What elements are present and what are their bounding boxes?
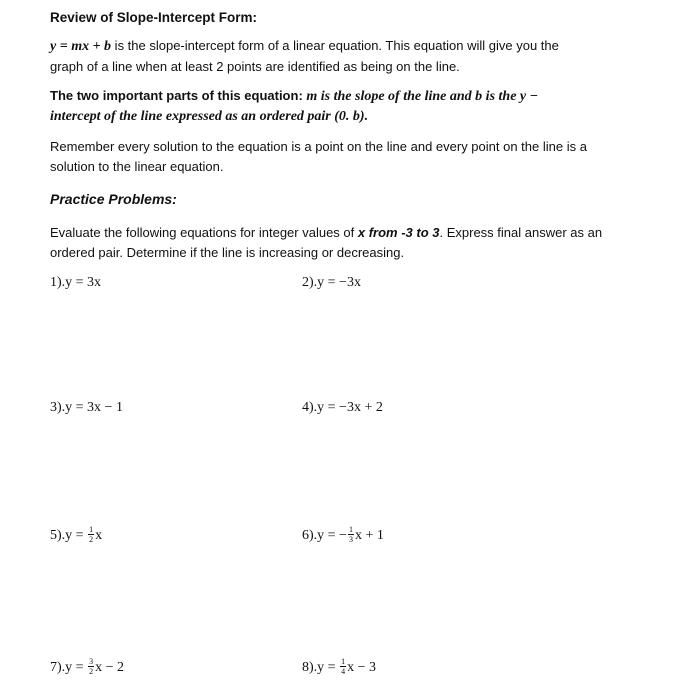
- parts-line-1: [50, 86, 610, 107]
- instructions-text-c: . Express final answer as an: [439, 225, 603, 240]
- problem-6-denominator: 3: [348, 535, 353, 545]
- problem-5: [50, 526, 102, 546]
- problem-5-fraction: [88, 525, 94, 544]
- parts-math-2: intercept of the line expressed as an ordered pair (0. b).: [50, 109, 369, 124]
- parts-math-1: m is the slope of the line and b is the y −: [306, 89, 539, 104]
- instructions-paragraph: [50, 223, 610, 263]
- problem-8-denominator: 4: [341, 667, 346, 677]
- problem-2: 2).y = −3x: [302, 275, 361, 290]
- remember-line-1: Remember every solution to the equation is a point on the line and every point on the line is a: [50, 139, 587, 154]
- problem-8-prefix: 8).y =: [302, 660, 340, 675]
- parts-lead: The two important parts of this equation:: [50, 88, 307, 103]
- review-line-1-text: is the slope-intercept form of a linear equation. This equation will give you the: [111, 38, 559, 53]
- problem-6-suffix: x + 1: [354, 528, 384, 543]
- problem-5-suffix: x: [95, 528, 103, 543]
- problem-7-prefix: 7).y =: [50, 660, 88, 675]
- problem-6: [302, 526, 384, 546]
- instructions-line-2: ordered pair. Determine if the line is increasing or decreasing.: [50, 245, 405, 260]
- problem-7-suffix: x − 2: [95, 660, 124, 675]
- review-heading: Review of Slope-Intercept Form:: [50, 10, 258, 25]
- problem-4: 4).y = −3x + 2: [302, 400, 383, 415]
- slope-intercept-equation: y = mx + b: [50, 39, 112, 54]
- instructions-line-1: [50, 223, 610, 243]
- practice-title: Practice Problems:: [50, 191, 177, 207]
- problem-7: [50, 658, 124, 678]
- instructions-text-a: Evaluate the following equations for integer values of: [50, 225, 358, 240]
- review-line-2: graph of a line when at least 2 points are identified as being on the line.: [50, 59, 460, 74]
- problem-3: 3).y = 3x − 1: [50, 400, 123, 415]
- problem-1: 1).y = 3x: [50, 275, 102, 290]
- remember-paragraph: [50, 137, 610, 177]
- review-line-1: [50, 36, 610, 57]
- problem-5-numerator: 1: [89, 525, 94, 535]
- problem-8: [302, 658, 376, 678]
- problem-6-numerator: 1: [348, 525, 353, 535]
- problem-5-prefix: 5).y =: [50, 528, 88, 543]
- problem-7-numerator: 3: [89, 657, 94, 667]
- problem-6-prefix: 6).y = −: [302, 528, 347, 543]
- parts-paragraph: [50, 86, 610, 127]
- remember-line-2: solution to the linear equation.: [50, 159, 224, 174]
- problem-5-denominator: 2: [89, 535, 94, 545]
- problem-6-fraction: [348, 525, 354, 544]
- problem-8-numerator: 1: [341, 657, 346, 667]
- review-paragraph: [50, 36, 610, 77]
- problem-8-suffix: x − 3: [347, 660, 376, 675]
- instructions-range: x from -3 to 3: [357, 225, 440, 240]
- problem-7-fraction: [88, 657, 94, 676]
- problem-8-fraction: [340, 657, 346, 676]
- problem-7-denominator: 2: [89, 667, 94, 677]
